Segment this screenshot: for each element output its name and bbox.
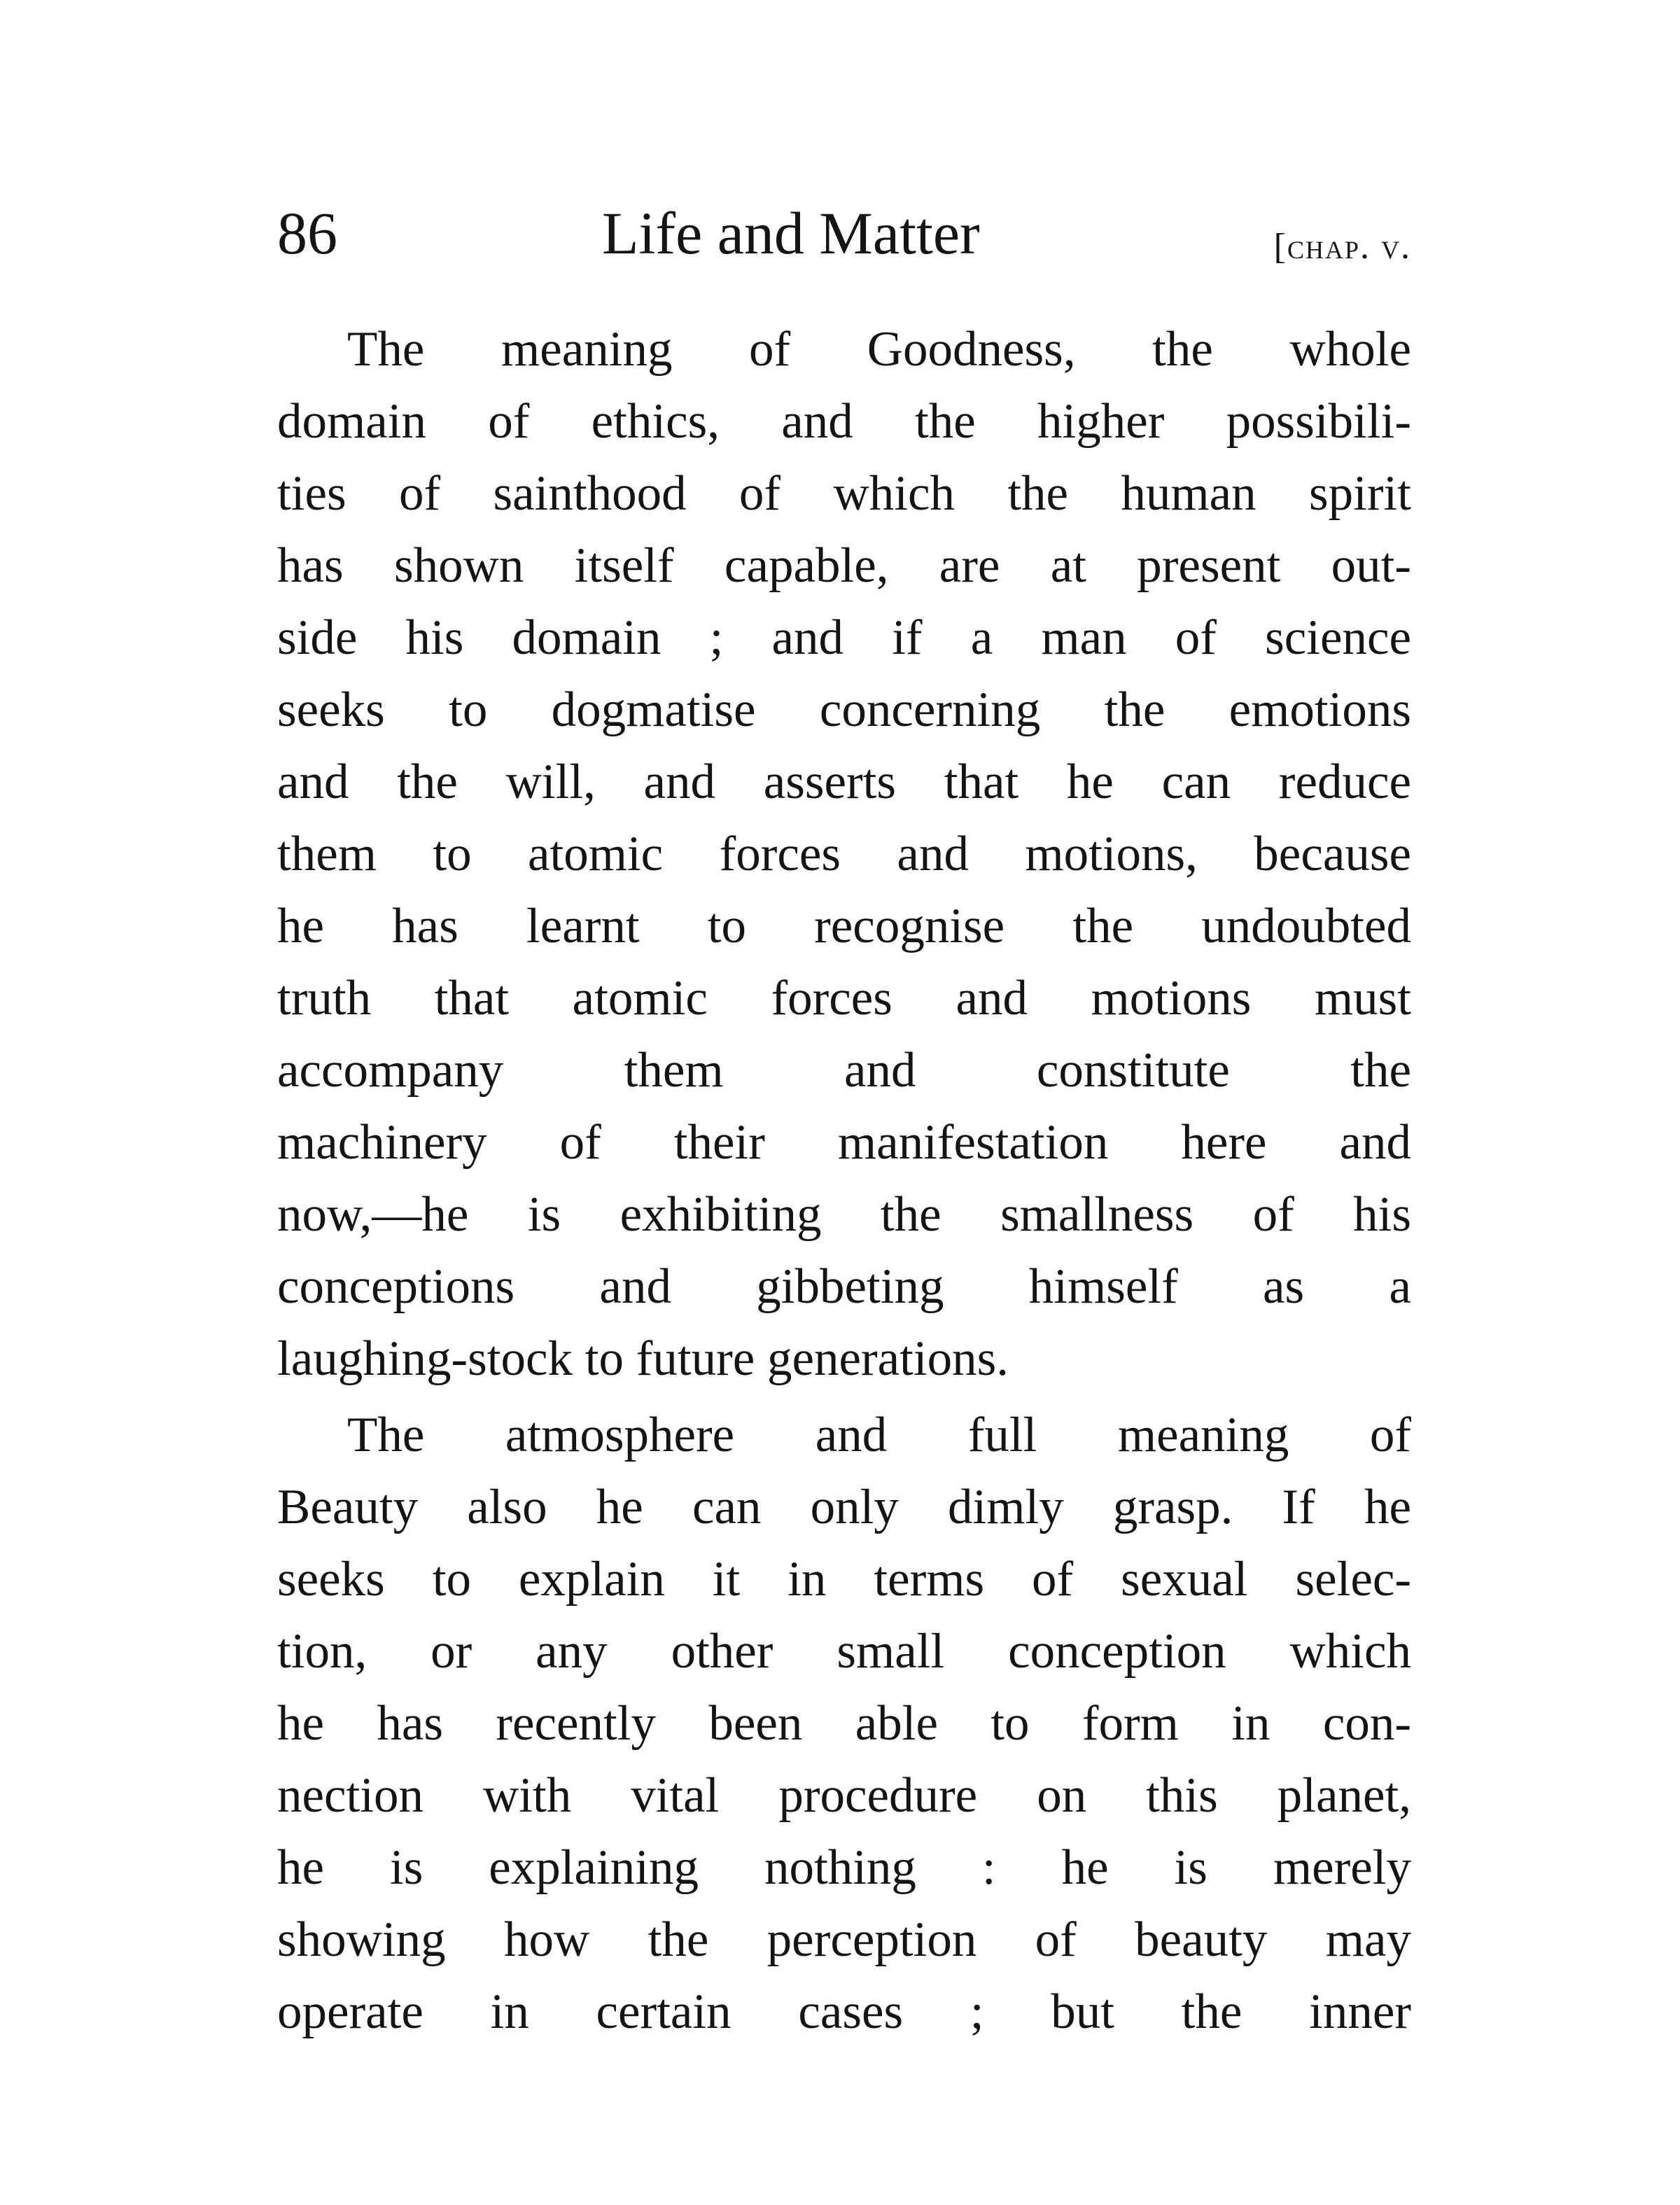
text-line: he has learnt to recognise the undoubted [277, 899, 1411, 953]
text-line: he is explaining nothing : he is merely [277, 1840, 1411, 1895]
text-line: laughing-stock to future generations. [277, 1331, 1009, 1386]
text-line: The atmosphere and full meaning of [347, 1408, 1411, 1462]
text-line: The meaning of Goodness, the whole [347, 322, 1411, 377]
paragraph [277, 1399, 1411, 2048]
text-line: domain of ethics, and the higher possibili- [277, 394, 1411, 449]
running-title: Life and Matter [602, 200, 980, 267]
text-line: seeks to explain it in terms of sexual selec- [277, 1552, 1411, 1606]
text-line: operate in certain cases ; but the inner [277, 1984, 1411, 2039]
text-line: conceptions and gibbeting himself as a [277, 1259, 1411, 1314]
text-line: showing how the perception of beauty may [277, 1912, 1411, 1967]
text-line: now,—he is exhibiting the smallness of his [277, 1187, 1411, 1242]
body-text [277, 314, 1411, 2048]
text-line: seeks to dogmatise concerning the emotions [277, 682, 1411, 737]
text-line: accompany them and constitute the [277, 1043, 1411, 1098]
text-line: and the will, and asserts that he can reduce [277, 755, 1411, 809]
text-line: he has recently been able to form in con- [277, 1696, 1411, 1751]
text-line: truth that atomic forces and motions must [277, 971, 1411, 1026]
text-line: them to atomic forces and motions, because [277, 827, 1411, 881]
text-line: has shown itself capable, are at present out- [277, 538, 1411, 593]
text-line: ties of sainthood of which the human spirit [277, 466, 1411, 521]
text-line: nection with vital procedure on this planet, [277, 1768, 1411, 1823]
paragraph [277, 314, 1411, 1395]
page-header [277, 188, 1411, 279]
chapter-marker: [chap. v. [1273, 227, 1411, 267]
page-number: 86 [277, 200, 337, 267]
text-line: tion, or any other small conception which [277, 1624, 1411, 1679]
text-line: side his domain ; and if a man of science [277, 610, 1411, 665]
text-line: machinery of their manifestation here and [277, 1115, 1411, 1170]
text-line: Beauty also he can only dimly grasp. If he [277, 1480, 1411, 1534]
